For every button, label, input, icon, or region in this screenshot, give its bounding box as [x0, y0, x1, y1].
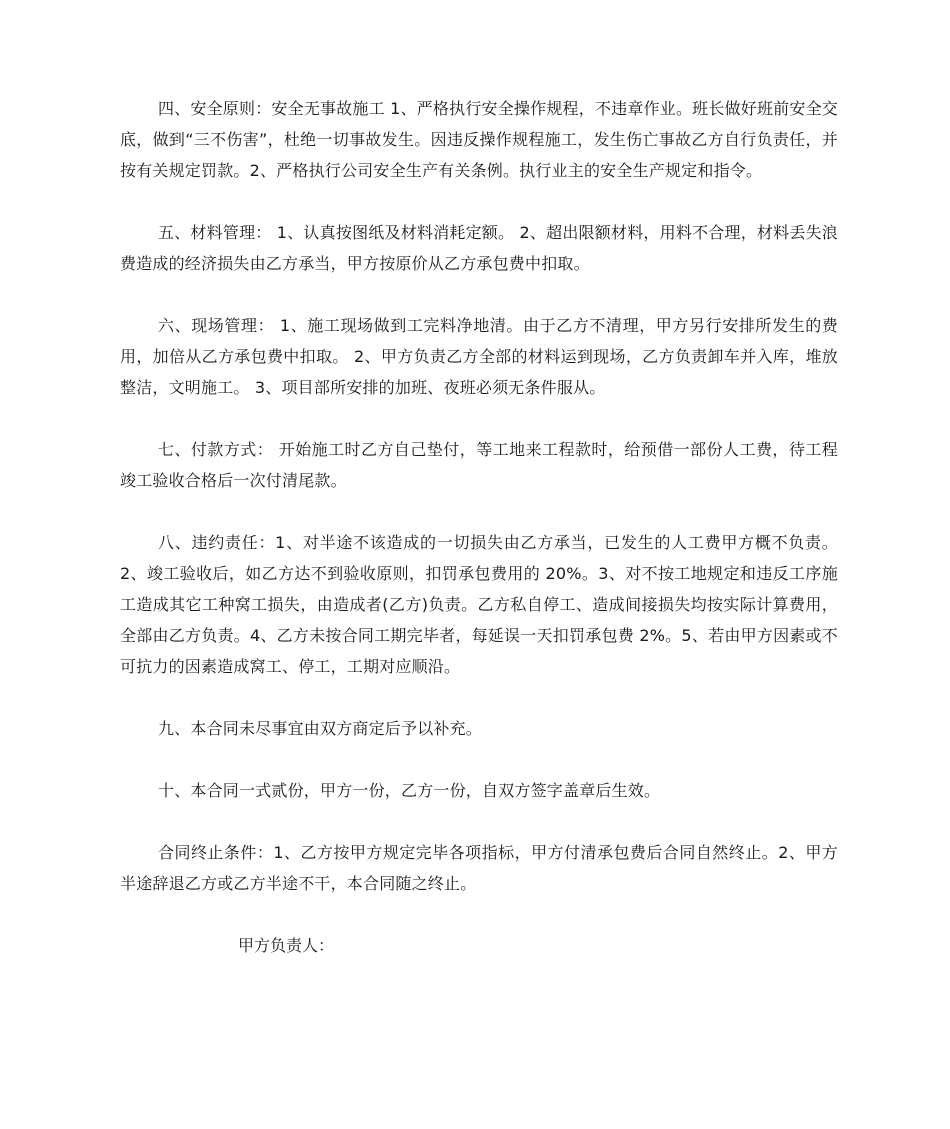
clause-supplement: 九、本合同未尽事宜由双方商定后予以补充。	[158, 719, 483, 738]
paragraph-spacer	[120, 186, 838, 217]
clause-copies-effect: 十、本合同一式贰份，甲方一份，乙方一份，自双方签字盖章后生效。	[158, 781, 661, 800]
paragraph-spacer	[120, 682, 838, 713]
paragraph-spacer	[120, 403, 838, 434]
paragraph-spacer	[120, 744, 838, 775]
document-page	[120, 93, 838, 961]
clause-safety-principles: 四、安全原则：安全无事故施工 1、严格执行安全操作规程，不违章作业。班长做好班前安全交底，做到“三不伤害”，杜绝一切事故发生。因违反操作规程施工，发生伤亡事故乙方自行负责任，并按有关规定罚款。2、严格执行公司安全生产有关条例。执行业主的安全生产规定和指令。	[120, 99, 838, 180]
party-a-signature-label: 甲方负责人：	[238, 936, 335, 955]
paragraph-spacer	[120, 279, 838, 310]
clause-payment-method: 七、付款方式： 开始施工时乙方自己垫付，等工地来工程款时，给预借一部份人工费，待工程竣工验收合格后一次付清尾款。	[120, 440, 838, 490]
paragraph-spacer	[120, 899, 838, 930]
clause-site-management: 六、现场管理： 1、施工现场做到工完料净地清。由于乙方不清理，甲方另行安排所发生的费用，加倍从乙方承包费中扣取。 2、甲方负责乙方全部的材料运到现场，乙方负责卸车并入库，堆放整洁，文明施工。 3、项目部所安排的加班、夜班必须无条件服从。	[120, 316, 838, 397]
paragraph-spacer	[120, 496, 838, 527]
paragraph-spacer	[120, 806, 838, 837]
clause-termination: 合同终止条件：1、乙方按甲方规定完毕各项指标，甲方付清承包费后合同自然终止。2、甲方半途辞退乙方或乙方半途不干，本合同随之终止。	[120, 843, 838, 893]
clause-material-management: 五、材料管理： 1、认真按图纸及材料消耗定额。 2、超出限额材料，用料不合理，材料丢失浪费造成的经济损失由乙方承当，甲方按原价从乙方承包费中扣取。	[120, 223, 838, 273]
clause-breach-liability: 八、违约责任：1、对半途不该造成的一切损失由乙方承当，已发生的人工费甲方概不负责。 2、竣工验收后，如乙方达不到验收原则，扣罚承包费用的 20%。3、对不按工地规定和违反工序施工造成其它工种窝工损失，由造成者(乙方)负责。乙方私自停工、造成间接损失均按实际计算费用，全部由乙方负责。4、乙方未按合同工期完毕者，每延误一天扣罚承包费 2%。5、若由甲方因素或不可抗力的因素造成窝工、停工，工期对应顺沿。	[120, 533, 838, 676]
